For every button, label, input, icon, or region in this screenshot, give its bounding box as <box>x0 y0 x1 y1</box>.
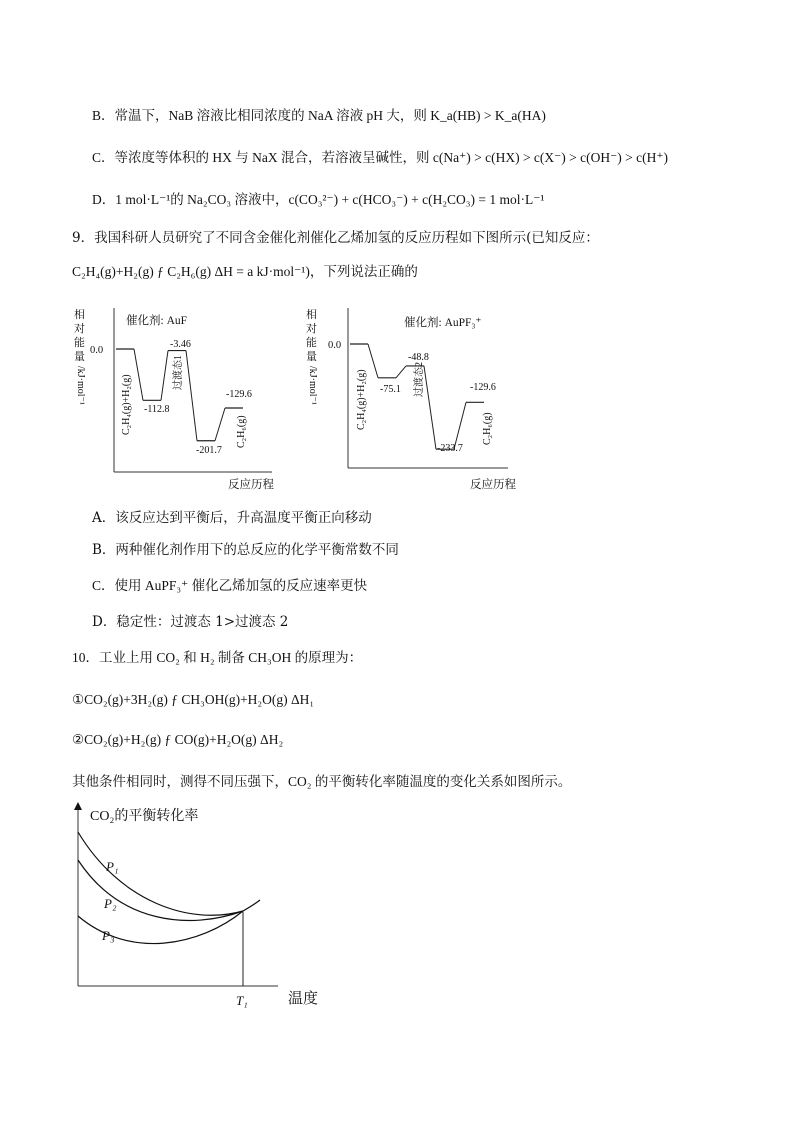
energy-path-connector <box>186 351 197 441</box>
level-value: -129.6 <box>470 382 496 393</box>
energy-path-connector <box>161 351 168 401</box>
ylabel-group <box>306 307 318 405</box>
x-axis-label: 反应历程 <box>228 479 274 491</box>
ylabel-char: 对 <box>74 323 85 335</box>
q10-reaction-1: ①CO₂(g)+3H₂(g) ƒ CH₃OH(g)+H₂O(g) ΔH₁ <box>72 692 315 707</box>
diagram-title: 催化剂: AuPF₃⁺ <box>404 317 482 329</box>
ylabel-char: 能 <box>306 337 317 349</box>
energy-path-connector <box>215 408 225 441</box>
q8-option-b: B．常温下，NaB 溶液比相同浓度的 NaA 溶液 pH 大，则 K_a(HB) > K_a(HA) <box>92 108 546 123</box>
ylabel-char: 能 <box>74 337 85 349</box>
ylabel-unit: /kJ·mol⁻¹ <box>307 366 318 405</box>
level-label: 过渡态1 <box>173 355 184 390</box>
level-value: -129.6 <box>226 389 252 400</box>
level-label: 过渡态2 <box>414 362 425 397</box>
energy-path-connector <box>396 366 406 378</box>
ylabel-char: 量 <box>74 351 85 363</box>
conversion-chart <box>60 800 350 1020</box>
ylabel-char: 量 <box>306 351 317 363</box>
q10-reaction-2: ②CO₂(g)+H₂(g) ƒ CO(g)+H₂O(g) ΔH₂ <box>72 732 284 747</box>
energy-path-connector <box>368 344 378 378</box>
x-axis-label: 反应历程 <box>470 479 516 491</box>
energy-diagram-aupf3 <box>300 300 530 495</box>
series-label-p1: P₁ <box>106 859 119 874</box>
level-value: -75.1 <box>380 384 401 395</box>
level-value: 0.0 <box>328 340 342 351</box>
q9-option-c: C．使用 AuPF₃⁺ 催化乙烯加氢的反应速率更快 <box>92 578 368 593</box>
series-label-p3: P₃ <box>102 928 115 943</box>
q10-note: 其他条件相同时，测得不同压强下，CO₂ 的平衡转化率随温度的变化关系如图所示。 <box>72 774 572 789</box>
level-label: C₂H₆(g) <box>236 415 247 448</box>
level-value: -233.7 <box>437 443 463 454</box>
q9-stem-line1: 9．我国科研人员研究了不同含金催化剂催化乙烯加氢的反应历程如下图所示(已知反应： <box>72 230 599 246</box>
level-value: -3.46 <box>170 339 191 350</box>
conversion-curve-2 <box>78 860 243 920</box>
level-label: C₂H₄(g)+H₂(g) <box>356 369 367 430</box>
t1-label: T₁ <box>236 993 248 1008</box>
ylabel-char: 相 <box>306 309 317 321</box>
ylabel-group <box>74 307 86 405</box>
ylabel-char: 相 <box>74 309 85 321</box>
q9-option-d: D．稳定性：过渡态 1>过渡态 2 <box>92 614 289 630</box>
q9-stem-line2: C₂H₄(g)+H₂(g) ƒ C₂H₆(g) ΔH = a kJ·mol⁻¹)，下列说法正确的 <box>72 264 418 279</box>
energy-path-connector <box>134 349 143 400</box>
series-label-p2: P₂ <box>104 896 117 911</box>
energy-path-connector <box>424 366 436 449</box>
q9-option-b: B．两种催化剂作用下的总反应的化学平衡常数不同 <box>92 542 399 558</box>
level-value: -201.7 <box>196 445 222 456</box>
energy-diagram-auf <box>64 300 294 495</box>
ylabel-char: 对 <box>306 323 317 335</box>
q8-option-d: D．1 mol·L⁻¹的 Na₂CO₃ 溶液中，c(CO₃²⁻) + c(HCO₃⁻) + c(H₂CO₃) = 1 mol·L⁻¹ <box>92 192 545 207</box>
level-value: -112.8 <box>144 404 170 415</box>
diagram-title: 催化剂: AuF <box>126 315 188 327</box>
ylabel-unit: /kJ·mol⁻¹ <box>75 366 86 405</box>
level-value: -48.8 <box>408 352 429 363</box>
q10-stem: 10．工业上用 CO₂ 和 H₂ 制备 CH₃OH 的原理为： <box>72 650 363 665</box>
level-value: 0.0 <box>90 345 104 356</box>
x-axis-label: 温度 <box>288 991 319 1007</box>
q8-option-c: C．等浓度等体积的 HX 与 NaX 混合，若溶液呈碱性，则 c(Na⁺) > c(HX) > c(X⁻) > c(OH⁻) > c(H⁺) <box>92 150 668 165</box>
level-label: C₂H₆(g) <box>482 412 493 445</box>
y-axis-label: CO₂的平衡转化率 <box>90 809 199 824</box>
level-label: C₂H₄(g)+H₂(g) <box>121 374 132 435</box>
q9-option-a: A．该反应达到平衡后，升高温度平衡正向移动 <box>92 510 372 526</box>
